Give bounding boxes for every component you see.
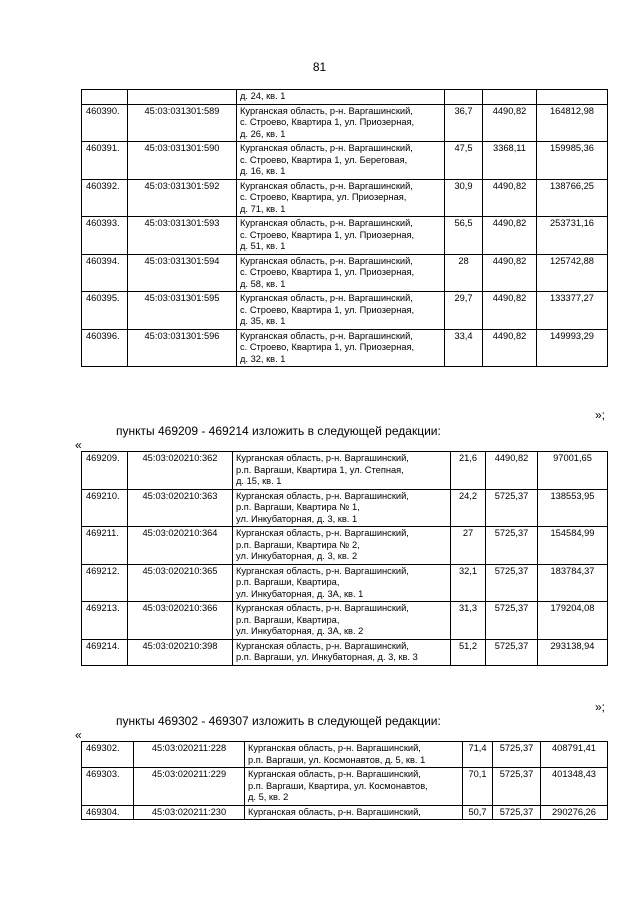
unit-price-cell: 4490,82 — [483, 254, 537, 292]
address-cell — [233, 527, 451, 565]
opening-quote-2: « — [75, 438, 82, 452]
address-line: р.п. Варгаши, Квартира, — [236, 577, 340, 587]
unit-price-cell: 5725,37 — [486, 489, 538, 527]
cadastral-number-cell: 45:03:020210:398 — [128, 639, 233, 665]
cadastral-value-cell: 133377,27 — [537, 292, 608, 330]
cadastral-number-cell: 45:03:020210:365 — [128, 564, 233, 602]
cadastral-number-cell: 45:03:031301:595 — [128, 292, 237, 330]
cadastral-value-cell — [537, 90, 608, 105]
address-line: Курганская область, р-н. Варгашинский, — [236, 640, 409, 651]
table-row — [82, 805, 608, 820]
area-cell: 47,5 — [445, 142, 483, 180]
address-line: с. Строево, Квартира 1, ул. Приозерная, — [240, 267, 415, 277]
row-number-cell: 460395. — [82, 292, 128, 330]
address-line: Курганская область, р-н. Варгашинский, — [240, 330, 413, 341]
unit-price-cell: 5725,37 — [493, 768, 541, 806]
address-line: Курганская область, р-н. Варгашинский, — [240, 255, 413, 266]
row-number-cell: 469213. — [82, 602, 128, 640]
address-line: р.п. Варгаши, Квартира, ул. Космонавтов, — [248, 780, 428, 791]
address-line: Курганская область, р-н. Варгашинский, — [240, 180, 413, 191]
table-row — [82, 527, 608, 565]
address-line: Курганская область, р-н. Варгашинский, — [248, 769, 421, 779]
address-line: Курганская область, р-н. Варгашинский, — [236, 603, 409, 613]
unit-price-cell: 4490,82 — [483, 329, 537, 367]
address-line: Курганская область, р-н. Варгашинский, — [248, 806, 421, 817]
address-line: д. 35, кв. 1 — [240, 316, 286, 326]
address-cell — [233, 452, 451, 490]
address-cell — [237, 104, 445, 142]
area-cell: 32,1 — [451, 564, 486, 602]
cadastral-value-cell: 164812,98 — [537, 104, 608, 142]
address-line: Курганская область, р-н. Варгашинский, — [248, 743, 421, 753]
table-row — [82, 217, 608, 255]
area-cell: 28 — [445, 254, 483, 292]
row-number-cell: 460391. — [82, 142, 128, 180]
address-line: р.п. Варгаши, Квартира № 2, — [236, 539, 360, 550]
address-line: р.п. Варгаши, ул. Космонавтов, д. 5, кв. 1 — [248, 754, 426, 765]
address-cell — [233, 564, 451, 602]
row-number-cell: 469212. — [82, 564, 128, 602]
row-number-cell — [82, 90, 128, 105]
property-table-3 — [81, 741, 608, 820]
address-line: ул. Инкубаторная, д. 3, кв. 2 — [236, 551, 358, 561]
address-line: Курганская область, р-н. Варгашинский, — [240, 218, 413, 228]
table-row — [82, 489, 608, 527]
table-row — [82, 254, 608, 292]
row-number-cell: 460390. — [82, 104, 128, 142]
row-number-cell: 469214. — [82, 639, 128, 665]
unit-price-cell: 5725,37 — [486, 564, 538, 602]
table-row — [82, 104, 608, 142]
cadastral-value-cell: 138553,95 — [538, 489, 608, 527]
address-cell — [237, 90, 445, 105]
cadastral-value-cell: 408791,41 — [541, 742, 608, 768]
address-line: Курганская область, р-н. Варгашинский, — [240, 143, 413, 153]
address-cell — [237, 217, 445, 255]
address-line: р.п. Варгаши, Квартира № 1, — [236, 502, 360, 512]
row-number-cell: 460393. — [82, 217, 128, 255]
cadastral-value-cell: 401348,43 — [541, 768, 608, 806]
table-row — [82, 564, 608, 602]
unit-price-cell — [483, 90, 537, 105]
table-row — [82, 90, 608, 105]
table-row — [82, 142, 608, 180]
unit-price-cell: 5725,37 — [486, 602, 538, 640]
unit-price-cell: 4490,82 — [483, 217, 537, 255]
table-row — [82, 742, 608, 768]
area-cell: 31,3 — [451, 602, 486, 640]
address-cell — [237, 292, 445, 330]
property-table-2 — [81, 451, 608, 666]
address-line: д. 16, кв. 1 — [240, 166, 286, 176]
address-line: ул. Инкубаторная, д. 3А, кв. 2 — [236, 626, 364, 636]
closing-quote-1: »; — [595, 408, 606, 422]
address-cell — [237, 254, 445, 292]
row-number-cell: 469304. — [82, 805, 134, 820]
area-cell — [445, 90, 483, 105]
address-line: ул. Инкубаторная, д. 3А, кв. 1 — [236, 588, 364, 599]
cadastral-number-cell — [128, 90, 237, 105]
table-row — [82, 292, 608, 330]
address-cell — [237, 142, 445, 180]
cadastral-number-cell: 45:03:031301:596 — [128, 329, 237, 367]
address-line: с. Строево, Квартира 1, ул. Приозерная, — [240, 229, 415, 240]
unit-price-cell: 5725,37 — [493, 742, 541, 768]
row-number-cell: 460392. — [82, 179, 128, 217]
area-cell: 21,6 — [451, 452, 486, 490]
closing-quote-2: »; — [595, 700, 606, 714]
address-line: д. 24, кв. 1 — [240, 91, 286, 101]
cadastral-value-cell: 125742,88 — [537, 254, 608, 292]
address-line: с. Строево, Квартира 1, ул. Приозерная, — [240, 342, 415, 352]
cadastral-number-cell: 45:03:020210:366 — [128, 602, 233, 640]
cadastral-number-cell: 45:03:031301:590 — [128, 142, 237, 180]
instruction-text-1: пункты 469209 - 469214 изложить в следующей редакции: — [116, 424, 441, 438]
cadastral-value-cell: 149993,29 — [537, 329, 608, 367]
unit-price-cell: 4490,82 — [483, 292, 537, 330]
address-line: д. 58, кв. 1 — [240, 278, 286, 289]
cadastral-value-cell: 183784,37 — [538, 564, 608, 602]
cadastral-value-cell: 290276,26 — [541, 805, 608, 820]
cadastral-value-cell: 138766,25 — [537, 179, 608, 217]
address-line: с. Строево, Квартира 1, ул. Приозерная, — [240, 304, 415, 315]
cadastral-number-cell: 45:03:031301:593 — [128, 217, 237, 255]
address-line: с. Строево, Квартира 1, ул. Приозерная, — [240, 117, 415, 127]
address-line: Курганская область, р-н. Варгашинский, — [236, 528, 409, 538]
table-row — [82, 452, 608, 490]
area-cell: 51,2 — [451, 639, 486, 665]
table-row — [82, 329, 608, 367]
area-cell: 36,7 — [445, 104, 483, 142]
address-line: р.п. Варгаши, ул. Инкубаторная, д. 3, кв. 3 — [236, 652, 418, 662]
cadastral-value-cell: 154584,99 — [538, 527, 608, 565]
address-cell — [237, 329, 445, 367]
address-line: Курганская область, р-н. Варгашинский, — [236, 565, 409, 576]
cadastral-number-cell: 45:03:020211:229 — [134, 768, 245, 806]
row-number-cell: 460396. — [82, 329, 128, 367]
address-cell — [237, 179, 445, 217]
unit-price-cell: 5725,37 — [486, 639, 538, 665]
instruction-text-2: пункты 469302 - 469307 изложить в следующей редакции: — [116, 714, 441, 728]
row-number-cell: 469303. — [82, 768, 134, 806]
address-line: р.п. Варгаши, Квартира 1, ул. Степная, — [236, 464, 404, 475]
address-line: ул. Инкубаторная, д. 3, кв. 1 — [236, 513, 358, 524]
address-line: Курганская область, р-н. Варгашинский, — [240, 293, 413, 303]
address-line: д. 32, кв. 1 — [240, 353, 286, 364]
area-cell: 70,1 — [463, 768, 493, 806]
address-line: с. Строево, Квартира, ул. Приозерная, — [240, 192, 407, 202]
area-cell: 50,7 — [463, 805, 493, 820]
area-cell: 33,4 — [445, 329, 483, 367]
unit-price-cell: 4490,82 — [483, 104, 537, 142]
unit-price-cell: 4490,82 — [486, 452, 538, 490]
cadastral-number-cell: 45:03:031301:589 — [128, 104, 237, 142]
table-row — [82, 768, 608, 806]
opening-quote-3: « — [75, 728, 82, 742]
address-line: д. 5, кв. 2 — [248, 792, 289, 802]
property-table-1 — [81, 89, 608, 367]
row-number-cell: 469209. — [82, 452, 128, 490]
unit-price-cell: 3368,11 — [483, 142, 537, 180]
address-line: с. Строево, Квартира 1, ул. Береговая, — [240, 154, 408, 165]
address-line: д. 71, кв. 1 — [240, 203, 286, 214]
cadastral-value-cell: 253731,16 — [537, 217, 608, 255]
page-number: 81 — [312, 60, 327, 74]
address-cell — [233, 602, 451, 640]
address-line: д. 26, кв. 1 — [240, 128, 286, 139]
cadastral-number-cell: 45:03:031301:592 — [128, 179, 237, 217]
area-cell: 29,7 — [445, 292, 483, 330]
address-cell — [245, 768, 463, 806]
cadastral-value-cell: 159985,36 — [537, 142, 608, 180]
address-cell — [233, 489, 451, 527]
cadastral-value-cell: 97001,65 — [538, 452, 608, 490]
cadastral-value-cell: 293138,94 — [538, 639, 608, 665]
table-row — [82, 602, 608, 640]
address-cell — [233, 639, 451, 665]
cadastral-value-cell: 179204,08 — [538, 602, 608, 640]
unit-price-cell: 5725,37 — [493, 805, 541, 820]
unit-price-cell: 4490,82 — [483, 179, 537, 217]
row-number-cell: 469211. — [82, 527, 128, 565]
table-row — [82, 179, 608, 217]
address-line: Курганская область, р-н. Варгашинский, — [240, 105, 413, 116]
row-number-cell: 469210. — [82, 489, 128, 527]
area-cell: 27 — [451, 527, 486, 565]
address-line: Курганская область, р-н. Варгашинский, — [236, 453, 409, 463]
address-line: р.п. Варгаши, Квартира, — [236, 614, 340, 625]
area-cell: 56,5 — [445, 217, 483, 255]
area-cell: 24,2 — [451, 489, 486, 527]
unit-price-cell: 5725,37 — [486, 527, 538, 565]
cadastral-number-cell: 45:03:020210:364 — [128, 527, 233, 565]
row-number-cell: 469302. — [82, 742, 134, 768]
area-cell: 71,4 — [463, 742, 493, 768]
row-number-cell: 460394. — [82, 254, 128, 292]
table-row — [82, 639, 608, 665]
cadastral-number-cell: 45:03:020211:228 — [134, 742, 245, 768]
cadastral-number-cell: 45:03:020210:363 — [128, 489, 233, 527]
address-line: д. 51, кв. 1 — [240, 241, 286, 251]
address-cell — [245, 805, 463, 820]
cadastral-number-cell: 45:03:020210:362 — [128, 452, 233, 490]
area-cell: 30,9 — [445, 179, 483, 217]
address-line: д. 15, кв. 1 — [236, 476, 282, 486]
address-line: Курганская область, р-н. Варгашинский, — [236, 490, 409, 501]
cadastral-number-cell: 45:03:031301:594 — [128, 254, 237, 292]
address-cell — [245, 742, 463, 768]
cadastral-number-cell: 45:03:020211:230 — [134, 805, 245, 820]
